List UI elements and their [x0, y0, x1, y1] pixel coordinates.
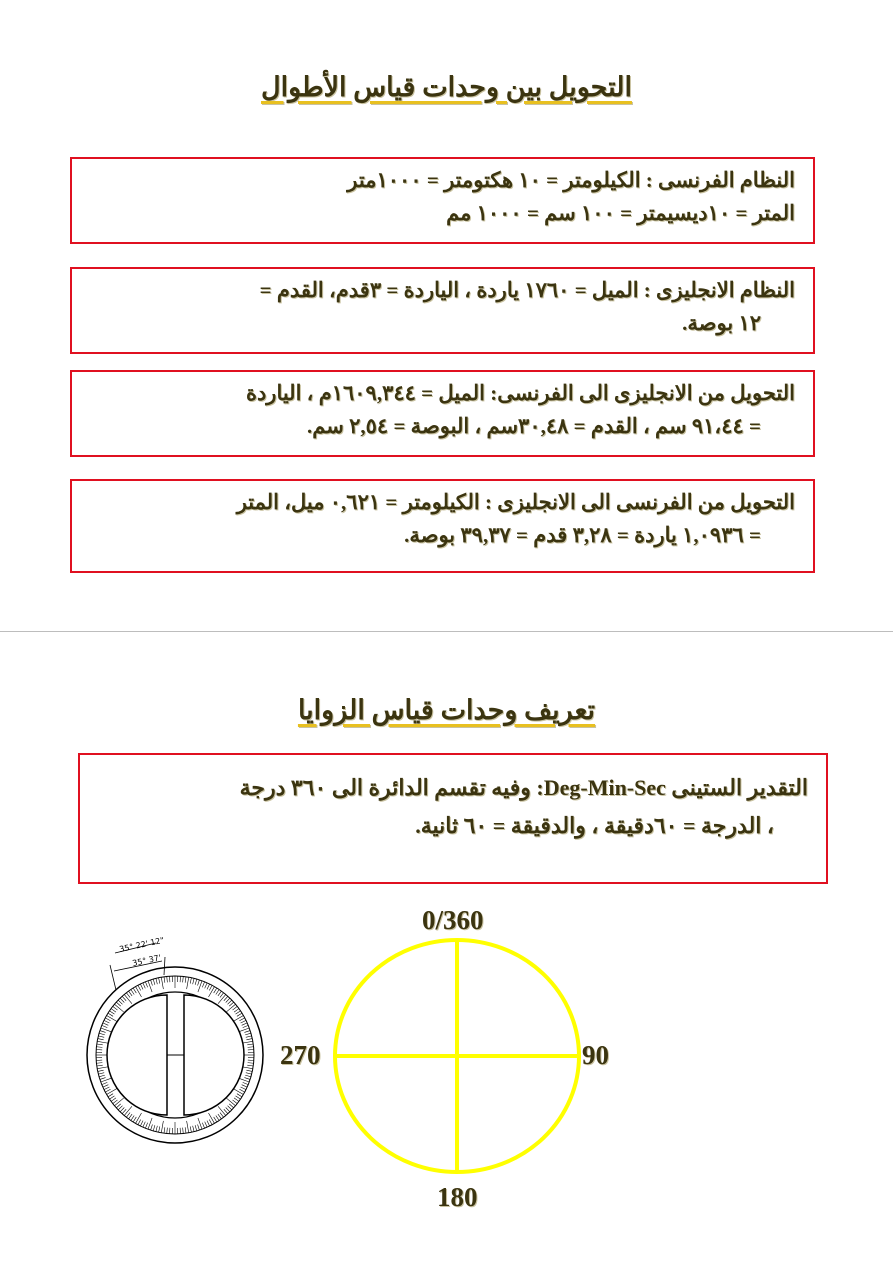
box-line: النظام الانجليزى : الميل = ١٧٦٠ ياردة ، الياردة = ٣قدم، القدم =: [259, 278, 795, 302]
angle-section-title: تعريف وحدات قياس الزوايا: [297, 695, 596, 725]
box-line: النظام الفرنسى : الكيلومتر = ١٠ هكتومتر = ١٠٠٠متر: [347, 168, 795, 192]
label-270: 270: [280, 1040, 321, 1070]
english-to-french-box: [70, 370, 815, 457]
label-0-360: 0/360: [422, 905, 484, 935]
page-divider: [0, 631, 893, 632]
label-180: 180: [437, 1182, 478, 1212]
box-line: التقدير الستينى Deg-Min-Sec: وفيه تقسم الدائرة الى ٣٦٠ درجة: [239, 775, 808, 800]
deg-min-sec-box: [78, 753, 828, 884]
box-line: التحويل من الفرنسى الى الانجليزى : الكيلومتر = ٠,٦٢١ ميل، المتر: [236, 490, 795, 514]
english-system-box: [70, 267, 815, 354]
angle-circle-diagram: [330, 935, 585, 1180]
box-line: ١٢ بوصة.: [682, 311, 761, 335]
length-section-title: التحويل بين وحدات قياس الأطوال: [261, 72, 632, 102]
protractor-illustration: [80, 935, 280, 1145]
protractor-inner-label: 35° 37': [131, 953, 162, 968]
french-to-english-box: [70, 479, 815, 573]
box-line: = ٩١،٤٤ سم ، القدم = ٣٠,٤٨سم ، البوصة = ٢,٥٤ سم.: [307, 414, 761, 438]
box-line: المتر = ١٠ديسيمتر = ١٠٠ سم = ١٠٠٠ مم: [446, 201, 795, 225]
box-line: = ١,٠٩٣٦ ياردة = ٣,٢٨ قدم = ٣٩,٣٧ بوصة.: [404, 523, 761, 547]
box-line: ، الدرجة = ٦٠دقيقة ، والدقيقة = ٦٠ ثانية.: [415, 813, 774, 838]
label-90: 90: [582, 1040, 609, 1070]
french-system-box: [70, 157, 815, 244]
box-line: التحويل من الانجليزى الى الفرنسى: الميل = ١٦٠٩,٣٤٤م ، الياردة: [245, 381, 795, 405]
protractor-outer-label: 35° 22' 12": [118, 935, 165, 954]
